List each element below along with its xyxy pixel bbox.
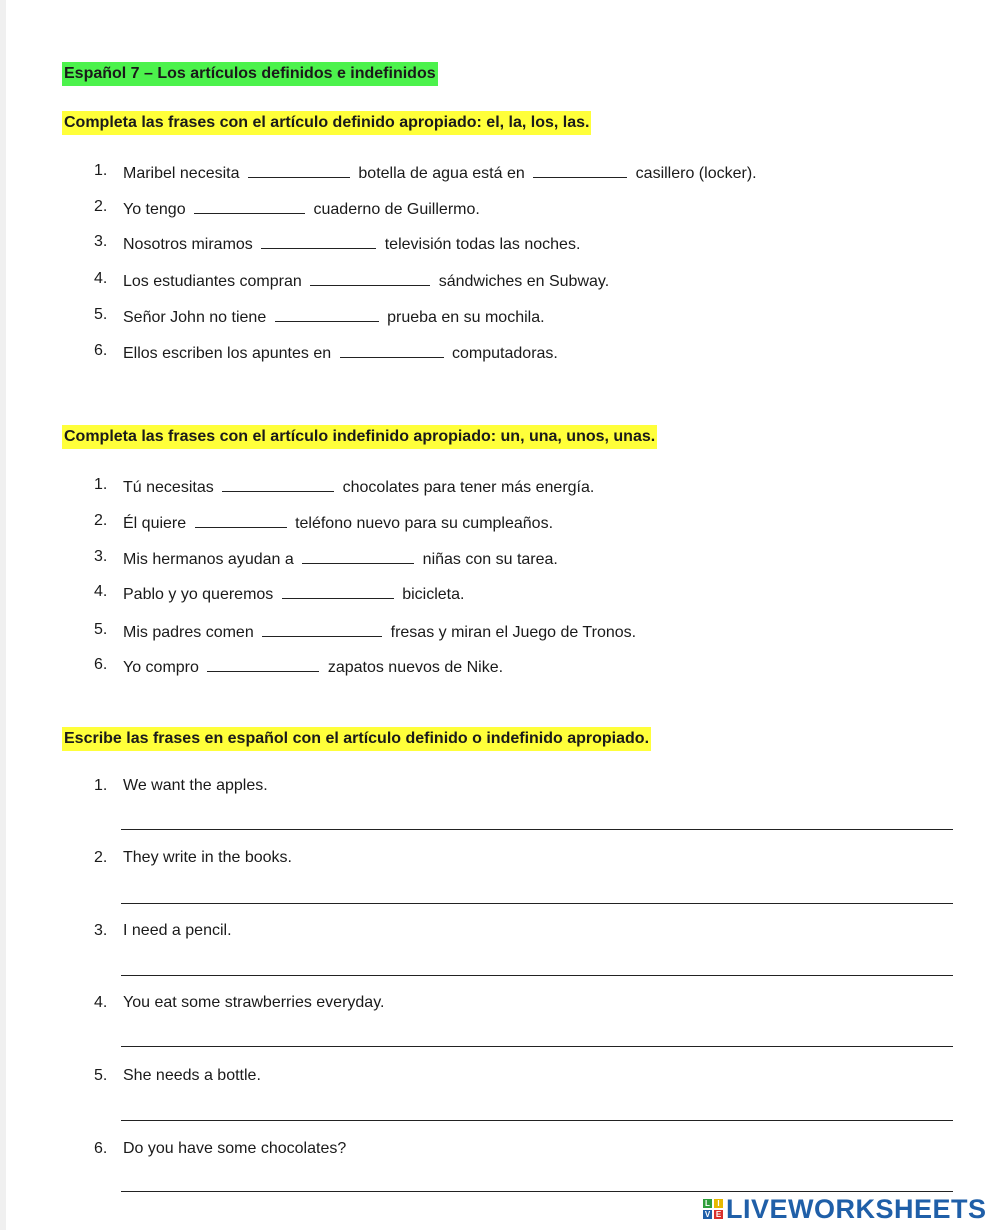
logo-mark-icon: L I V E: [704, 1199, 722, 1219]
item-text: niñas con su tarea.: [422, 551, 558, 568]
page-edge: [0, 0, 6, 1230]
answer-blank[interactable]: [195, 511, 287, 528]
answer-blank[interactable]: [207, 655, 319, 672]
item-number: 5.: [94, 621, 108, 638]
answer-line[interactable]: [121, 1046, 953, 1047]
item-text: zapatos nuevos de Nike.: [327, 659, 504, 676]
answer-blank[interactable]: [302, 547, 414, 564]
item-text: Do you have some chocolates?: [123, 1140, 347, 1157]
item-text: chocolates para tener más energía.: [342, 479, 595, 496]
item-text: You eat some strawberries everyday.: [123, 994, 385, 1011]
answer-line[interactable]: [121, 903, 953, 904]
instruction-translate: Escribe las frases en español con el artículo definido o indefinido apropiado.: [62, 727, 651, 751]
item-text: Ellos escriben los apuntes en: [123, 345, 332, 362]
answer-blank[interactable]: [310, 269, 430, 286]
answer-blank[interactable]: [340, 341, 444, 358]
item-number: 5.: [94, 1067, 108, 1084]
item-number: 1.: [94, 777, 108, 794]
item-text: Yo compro: [123, 659, 199, 676]
item-text: fresas y miran el Juego de Tronos.: [390, 624, 637, 641]
item-text: sándwiches en Subway.: [438, 273, 610, 290]
item-number: 1.: [94, 162, 108, 179]
item-text: Pablo y yo queremos: [123, 586, 274, 603]
item-text: Él quiere: [123, 515, 187, 532]
answer-line[interactable]: [121, 1191, 953, 1192]
item-text: Mis hermanos ayudan a: [123, 551, 294, 568]
answer-blank[interactable]: [261, 232, 376, 249]
answer-blank[interactable]: [248, 161, 350, 178]
item-text: bicicleta.: [402, 586, 465, 603]
page-title: Español 7 – Los artículos definidos e indefinidos: [62, 62, 438, 86]
item-text: She needs a bottle.: [123, 1067, 261, 1084]
item-number: 5.: [94, 306, 108, 323]
answer-blank[interactable]: [275, 305, 379, 322]
item-number: 4.: [94, 994, 108, 1011]
instruction-definite: Completa las frases con el artículo definido apropiado: el, la, los, las.: [62, 111, 591, 135]
item-number: 4.: [94, 583, 108, 600]
answer-blank[interactable]: [282, 582, 394, 599]
item-text: Los estudiantes compran: [123, 273, 302, 290]
item-text: Nosotros miramos: [123, 236, 253, 253]
logo-text: LIVEWORKSHEETS: [726, 1193, 987, 1224]
item-text: They write in the books.: [123, 849, 292, 866]
answer-blank[interactable]: [533, 161, 627, 178]
instruction-indefinite: Completa las frases con el artículo indefinido apropiado: un, una, unos, unas.: [62, 425, 657, 449]
liveworksheets-logo: [703, 1195, 987, 1223]
item-number: 2.: [94, 849, 108, 866]
item-text: televisión todas las noches.: [384, 236, 581, 253]
answer-blank[interactable]: [262, 620, 382, 637]
answer-blank[interactable]: [194, 197, 305, 214]
item-number: 1.: [94, 476, 108, 493]
item-text: botella de agua está en: [358, 165, 525, 182]
item-number: 4.: [94, 270, 108, 287]
answer-line[interactable]: [121, 829, 953, 830]
item-number: 2.: [94, 512, 108, 529]
item-number: 3.: [94, 548, 108, 565]
item-number: 6.: [94, 1140, 108, 1157]
item-text: Mis padres comen: [123, 624, 254, 641]
answer-blank[interactable]: [222, 475, 334, 492]
item-text: teléfono nuevo para su cumpleaños.: [295, 515, 554, 532]
answer-line[interactable]: [121, 975, 953, 976]
item-text: I need a pencil.: [123, 922, 232, 939]
item-text: Tú necesitas: [123, 479, 214, 496]
item-number: 3.: [94, 922, 108, 939]
answer-line[interactable]: [121, 1120, 953, 1121]
item-text: computadoras.: [452, 345, 558, 362]
item-number: 2.: [94, 198, 108, 215]
item-text: prueba en su mochila.: [387, 309, 545, 326]
item-text: Señor John no tiene: [123, 309, 267, 326]
item-number: 6.: [94, 342, 108, 359]
item-text: Maribel necesita: [123, 165, 240, 182]
item-text: Yo tengo: [123, 201, 186, 218]
item-text: cuaderno de Guillermo.: [313, 201, 480, 218]
item-text: We want the apples.: [123, 777, 268, 794]
item-number: 6.: [94, 656, 108, 673]
item-number: 3.: [94, 233, 108, 250]
item-text: casillero (locker).: [635, 165, 757, 182]
